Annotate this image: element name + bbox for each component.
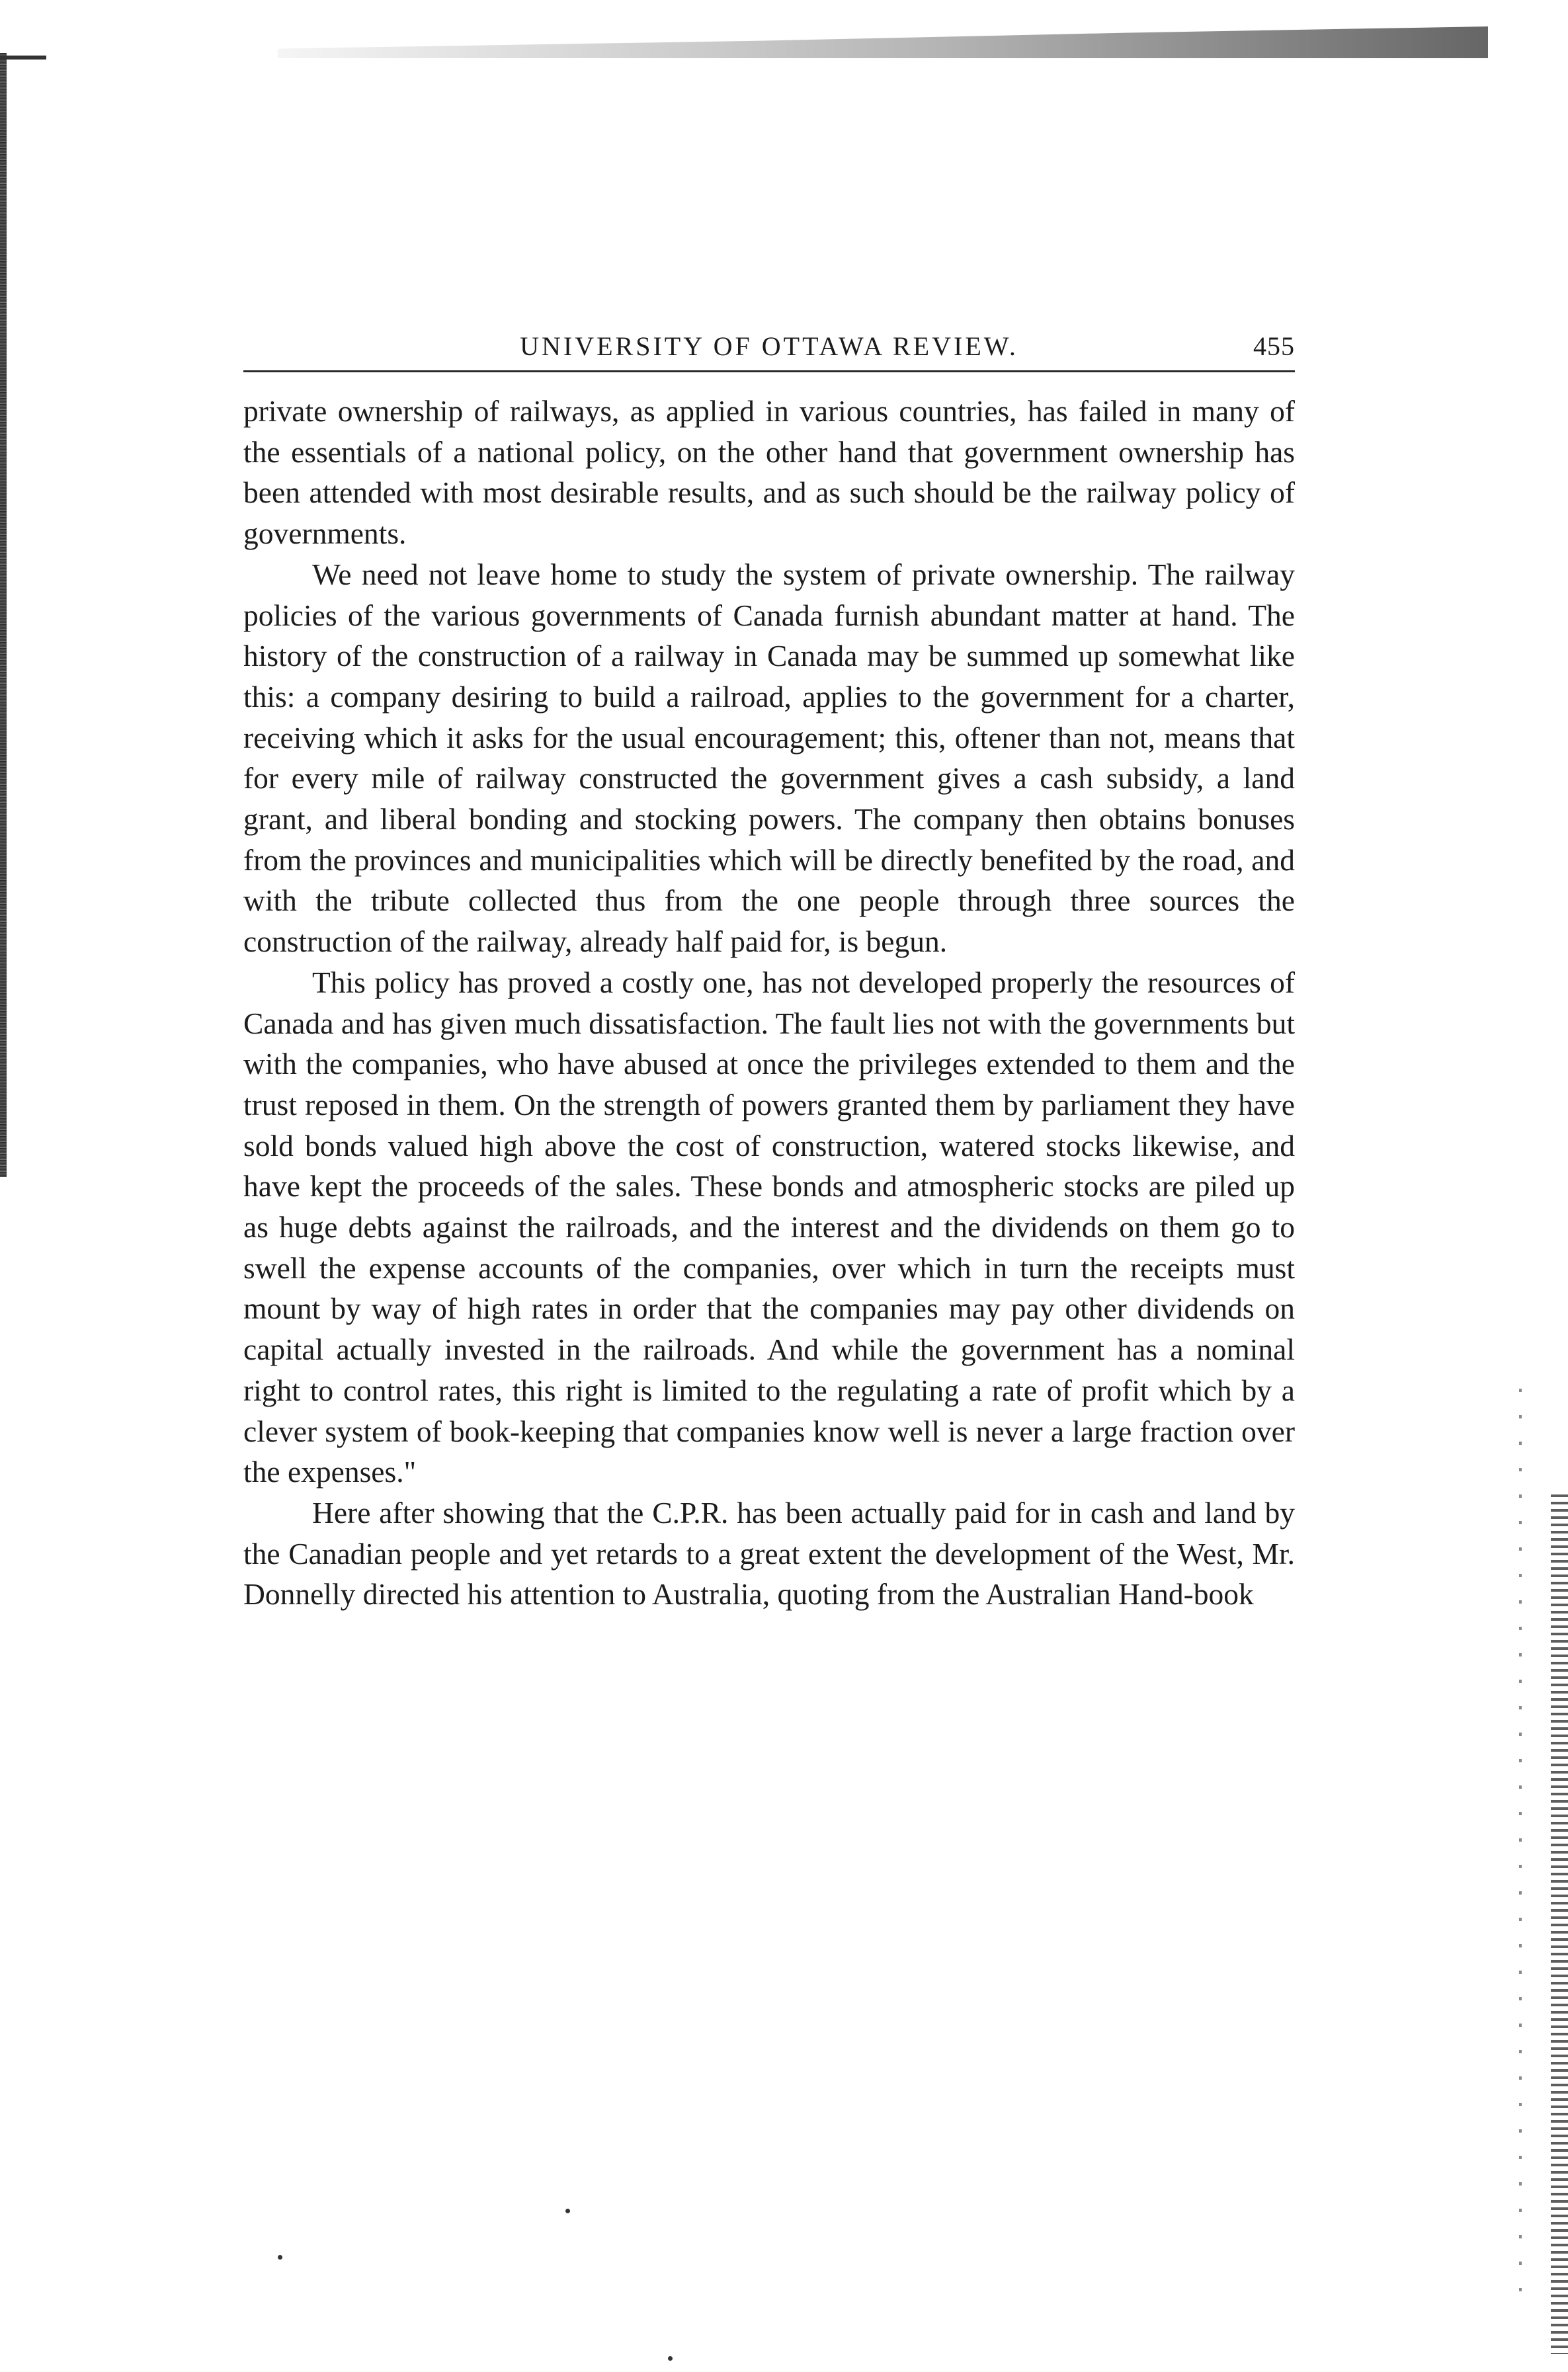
scan-edge-right xyxy=(1551,1494,1568,2354)
scan-edge-left xyxy=(0,53,7,1177)
paragraph: Here after showing that the C.P.R. has been actually paid for in cash and land by the Canadian people and yet retards to a great extent the development of the West, Mr. Donnelly directed his attention to Australia, quoting from the Australian Hand-book xyxy=(243,1495,1295,1612)
stray-mark xyxy=(278,2255,282,2260)
running-title: UNIVERSITY OF OTTAWA REVIEW. xyxy=(520,331,1018,361)
paragraph: We need not leave home to study the system of private ownership. The railway policies of the various governments of Canada furnish abundant matter at hand. The history of the construction of a railway in Canada may be summed up somewhat like this: a company desiring to build a railroad, applies to the government for a charter, receiving which it asks for the usual encouragement; this, oftener than not, means that for every mile of railway constructed the government gives a cash subsidy, a land grant, and liberal bonding and stocking powers. The company then obtains bonuses from the provinces and municipalities which will be directly benefited by the road, and with the tribute collected thus from the one people through three sources the construction of the railway, already half paid for, is begun. xyxy=(243,557,1295,959)
document-page xyxy=(243,324,1295,1615)
paragraph: private ownership of railways, as applied in various countries, has failed in many of the essentials of a national policy, on the other hand that government ownership has been attended with most desirable results, and as such should be the railway policy of governments. xyxy=(243,394,1295,551)
running-head xyxy=(243,324,1295,370)
stray-mark xyxy=(565,2209,570,2213)
scan-margin-dots xyxy=(1519,1389,1522,2314)
scan-edge-top xyxy=(278,26,1488,58)
article-body xyxy=(243,391,1295,1615)
scan-corner-mark xyxy=(0,56,46,60)
page-number: 455 xyxy=(1253,331,1295,361)
header-rule xyxy=(243,370,1295,372)
stray-mark xyxy=(668,2356,673,2361)
paragraph: This policy has proved a costly one, has not developed properly the resources of Canada and has given much dissatisfaction. The fault lies not with the governments but with the companies, who have abused at once the privileges extended to them and the trust reposed in them. On the strength of powers granted them by parliament they have sold bonds valued high above the cost of construction, watered stocks likewise, and have kept the proceeds of the sales. These bonds and atmospheric stocks are piled up as huge debts against the railroads, and the interest and the dividends on them go to swell the expense accounts of the companies, over which in turn the receipts must mount by way of high rates in order that the companies may pay other dividends on capital actually invested in the railroads. And while the government has a nominal right to control rates, this right is limited to the regulating a rate of profit which by a clever system of book-keeping that companies know well is never a large fraction over the expenses." xyxy=(243,965,1295,1489)
